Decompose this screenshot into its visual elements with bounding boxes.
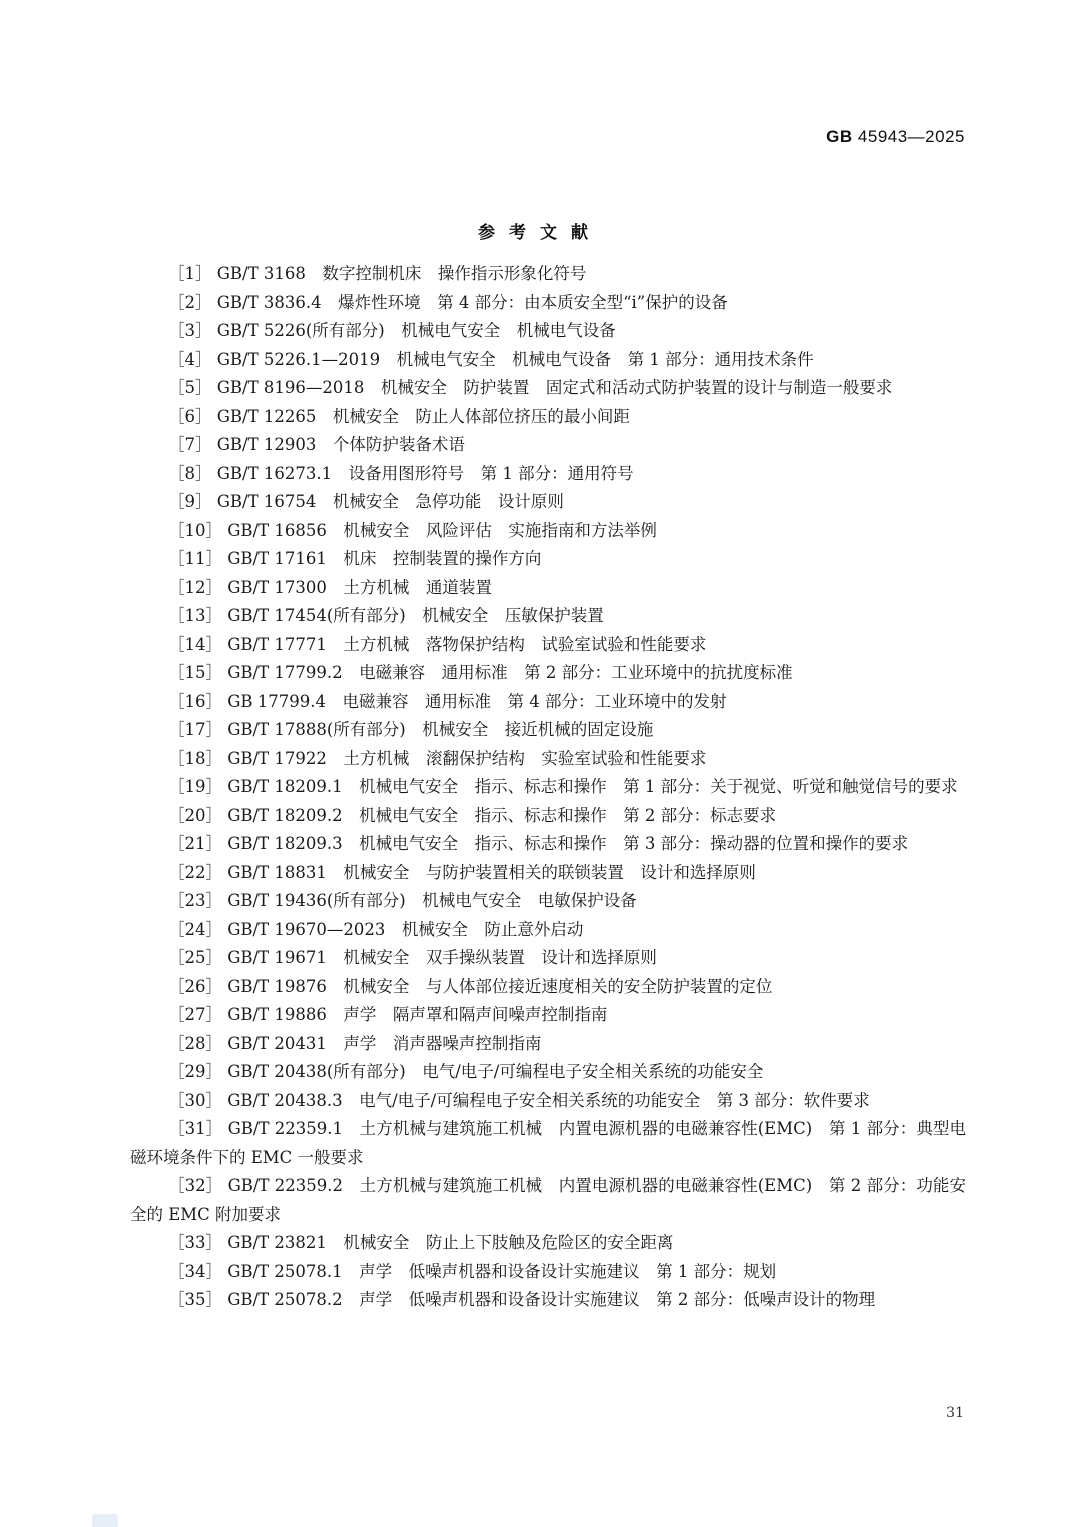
reference-item: ［9］ GB/T 16754 机械安全 急停功能 设计原则	[168, 492, 564, 511]
reference-item: ［28］ GB/T 20431 声学 消声器噪声控制指南	[168, 1033, 542, 1053]
reference-item: ［12］ GB/T 17300 土方机械 通道装置	[168, 577, 492, 597]
reference-item: ［11］ GB/T 17161 机床 控制装置的操作方向	[168, 549, 542, 568]
reference-item: ［30］ GB/T 20438.3 电气/电子/可编程电子安全相关系统的功能安全 第 3 部分：软件要求	[168, 1090, 870, 1110]
reference-item: ［18］ GB/T 17922 土方机械 滚翻保护结构 实验室试验和性能要求	[168, 748, 707, 768]
reference-item: ［33］ GB/T 23821 机械安全 防止上下肢触及危险区的安全距离	[168, 1233, 674, 1252]
page-number: 31	[946, 1405, 964, 1421]
reference-item: ［17］ GB/T 17888(所有部分) 机械安全 接近机械的固定设施	[168, 720, 654, 739]
reference-item: ［16］ GB 17799.4 电磁兼容 通用标准 第 4 部分：工业环境中的发射	[168, 691, 727, 711]
reference-item: ［19］ GB/T 18209.1 机械电气安全 指示、标志和操作 第 1 部分：关于视觉、听觉和触觉信号的要求	[168, 777, 958, 796]
reference-item: ［4］ GB/T 5226.1—2019 机械电气安全 机械电气设备 第 1 部分：通用技术条件	[168, 349, 814, 369]
reference-item: ［21］ GB/T 18209.3 机械电气安全 指示、标志和操作 第 3 部分：操动器的位置和操作的要求	[168, 834, 909, 853]
page-title: 参考文献	[478, 223, 602, 243]
reference-item: ［22］ GB/T 18831 机械安全 与防护装置相关的联锁装置 设计和选择原则	[168, 862, 756, 882]
reference-item: ［24］ GB/T 19670—2023 机械安全 防止意外启动	[168, 919, 584, 939]
reference-item: ［31］ GB/T 22359.1 土方机械与建筑施工机械 内置电源机器的电磁兼容性(EMC) 第 1 部分：典型电磁环境条件下的 EMC 一般要求	[130, 1119, 966, 1167]
reference-list	[130, 260, 966, 1315]
reference-item: ［35］ GB/T 25078.2 声学 低噪声机器和设备设计实施建议 第 2 部分：低噪声设计的物理	[168, 1290, 876, 1309]
reference-item: ［25］ GB/T 19671 机械安全 双手操纵装置 设计和选择原则	[168, 948, 657, 967]
reference-item: ［20］ GB/T 18209.2 机械电气安全 指示、标志和操作 第 2 部分：标志要求	[168, 805, 777, 825]
reference-item: ［34］ GB/T 25078.1 声学 低噪声机器和设备设计实施建议 第 1 部分：规划	[168, 1261, 777, 1281]
standard-number: 45943—2025	[857, 127, 965, 146]
reference-item: ［3］ GB/T 5226(所有部分) 机械电气安全 机械电气设备	[168, 321, 616, 340]
reference-item: ［6］ GB/T 12265 机械安全 防止人体部位挤压的最小间距	[168, 406, 630, 426]
reference-item: ［23］ GB/T 19436(所有部分) 机械电气安全 电敏保护设备	[168, 891, 637, 910]
standard-code-header	[826, 127, 965, 147]
reference-item: ［8］ GB/T 16273.1 设备用图形符号 第 1 部分：通用符号	[168, 463, 634, 483]
reference-item: ［10］ GB/T 16856 机械安全 风险评估 实施指南和方法举例	[168, 520, 657, 540]
reference-item: ［27］ GB/T 19886 声学 隔声罩和隔声间噪声控制指南	[168, 1005, 608, 1024]
reference-item: ［1］ GB/T 3168 数字控制机床 操作指示形象化符号	[168, 264, 587, 283]
reference-item: ［29］ GB/T 20438(所有部分) 电气/电子/可编程电子安全相关系统的功能安全	[168, 1062, 764, 1081]
corner-tab-decoration	[92, 1514, 118, 1527]
reference-item: ［5］ GB/T 8196—2018 机械安全 防护装置 固定式和活动式防护装置的设计与制造一般要求	[168, 378, 893, 397]
reference-item: ［15］ GB/T 17799.2 电磁兼容 通用标准 第 2 部分：工业环境中的抗扰度标准	[168, 663, 793, 682]
reference-item: ［7］ GB/T 12903 个体防护装备术语	[168, 435, 465, 454]
reference-item: ［32］ GB/T 22359.2 土方机械与建筑施工机械 内置电源机器的电磁兼容性(EMC) 第 2 部分：功能安全的 EMC 附加要求	[130, 1176, 966, 1224]
reference-item: ［26］ GB/T 19876 机械安全 与人体部位接近速度相关的安全防护装置的定位	[168, 976, 773, 996]
standard-prefix: GB	[826, 127, 853, 146]
reference-item: ［13］ GB/T 17454(所有部分) 机械安全 压敏保护装置	[168, 606, 604, 625]
reference-item: ［14］ GB/T 17771 土方机械 落物保护结构 试验室试验和性能要求	[168, 634, 707, 654]
reference-item: ［2］ GB/T 3836.4 爆炸性环境 第 4 部分：由本质安全型“i”保护的设备	[168, 292, 728, 312]
